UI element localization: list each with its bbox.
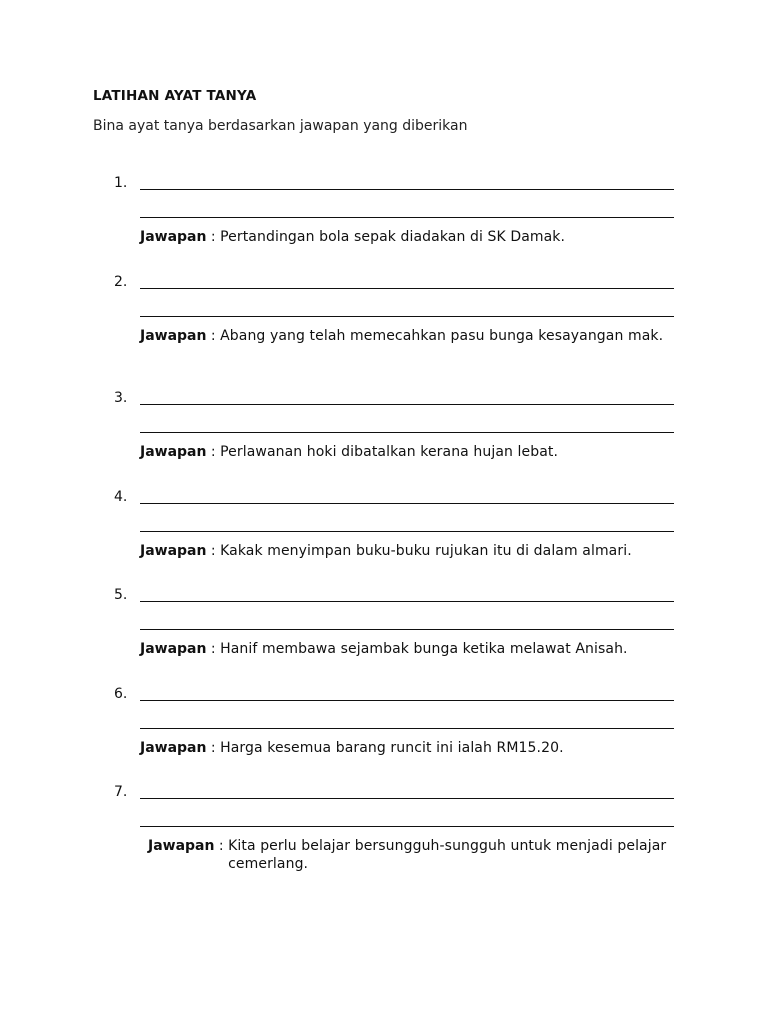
answer-line[interactable] <box>140 531 674 532</box>
answer-line[interactable] <box>140 288 674 289</box>
jawapan-label: Jawapan <box>140 328 207 344</box>
jawapan-row: Jawapan : Abang yang telah memecahkan pasu bunga kesayangan mak. <box>140 327 674 345</box>
answer-line[interactable] <box>140 404 674 405</box>
question-number: 4. <box>114 489 128 505</box>
jawapan-label: Jawapan <box>140 229 207 245</box>
question-number: 7. <box>114 784 128 800</box>
jawapan-text: Abang yang telah memecahkan pasu bunga kesayangan mak. <box>220 328 664 344</box>
question-number: 2. <box>114 274 128 290</box>
page-title: LATIHAN AYAT TANYA <box>93 88 257 104</box>
jawapan-row: Jawapan : Perlawanan hoki dibatalkan kerana hujan lebat. <box>140 443 674 461</box>
answer-line[interactable] <box>140 316 674 317</box>
jawapan-row: Jawapan : Kita perlu belajar bersungguh-sungguh untuk menjadi pelajar cemerlang. <box>148 838 667 872</box>
question-number: 1. <box>114 175 128 191</box>
jawapan-text: Harga kesemua barang runcit ini ialah RM15.20. <box>220 740 564 756</box>
jawapan-row: Jawapan : Harga kesemua barang runcit ini ialah RM15.20. <box>140 739 674 757</box>
answer-line[interactable] <box>140 432 674 433</box>
answer-line[interactable] <box>140 798 674 799</box>
jawapan-text: Perlawanan hoki dibatalkan kerana hujan lebat. <box>220 444 559 460</box>
jawapan-label: Jawapan <box>148 838 215 854</box>
question-number: 5. <box>114 587 128 603</box>
answer-line[interactable] <box>140 601 674 602</box>
question-number: 6. <box>114 686 128 702</box>
jawapan-row: Jawapan : Kakak menyimpan buku-buku rujukan itu di dalam almari. <box>140 542 674 560</box>
jawapan-label: Jawapan <box>140 641 207 657</box>
question-number: 3. <box>114 390 128 406</box>
answer-line[interactable] <box>140 629 674 630</box>
jawapan-text: Kita perlu belajar bersungguh-sungguh untuk menjadi pelajar cemerlang. <box>228 838 667 872</box>
answer-line[interactable] <box>140 189 674 190</box>
jawapan-row: Jawapan : Pertandingan bola sepak diadakan di SK Damak. <box>140 228 674 246</box>
jawapan-text: Hanif membawa sejambak bunga ketika melawat Anisah. <box>220 641 628 657</box>
answer-line[interactable] <box>140 503 674 504</box>
jawapan-label: Jawapan <box>140 444 207 460</box>
answer-line[interactable] <box>140 700 674 701</box>
jawapan-row: Jawapan : Hanif membawa sejambak bunga ketika melawat Anisah. <box>140 640 674 658</box>
instruction-text: Bina ayat tanya berdasarkan jawapan yang diberikan <box>93 118 468 134</box>
answer-line[interactable] <box>140 217 674 218</box>
jawapan-label: Jawapan <box>140 740 207 756</box>
jawapan-label: Jawapan <box>140 543 207 559</box>
jawapan-text: Pertandingan bola sepak diadakan di SK Damak. <box>220 229 566 245</box>
answer-line[interactable] <box>140 728 674 729</box>
answer-line[interactable] <box>140 826 674 827</box>
jawapan-text: Kakak menyimpan buku-buku rujukan itu di dalam almari. <box>220 543 632 559</box>
